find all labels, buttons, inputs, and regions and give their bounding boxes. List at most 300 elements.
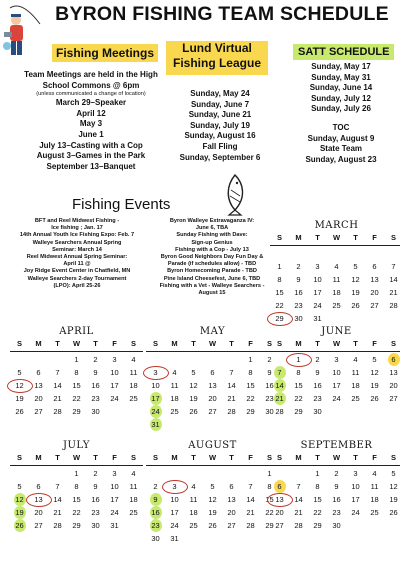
calendar-day: 6 [36,482,41,491]
weekday-header: T [229,339,234,348]
calendar-day: 24 [351,508,360,517]
calendar-day: 7 [270,366,289,379]
calendar-day: 3 [315,262,320,271]
calendar-day: 25 [129,394,138,403]
calendar-week-row [270,247,400,260]
event-line: BFT and Reel Midwest Fishing - [34,218,120,224]
calendar-day: 3 [146,366,165,379]
calendar-day: 23 [332,508,341,517]
calendar-day [222,467,241,480]
weekday-header: W [72,453,81,462]
weekday-header: T [315,233,320,242]
calendar-day: 15 [265,495,274,504]
meetings-line: School Commons @ 6pm [42,80,140,90]
calendar-day: 21 [53,394,62,403]
calendar-day: 28 [53,407,62,416]
calendar-week-row [270,366,400,379]
calendar-day: 14 [294,495,303,504]
calendar-day [146,353,165,366]
calendar-month-title: MAY [199,326,226,337]
calendar-week-row [10,480,143,493]
weekday-header: F [372,453,377,462]
calendar-day [384,405,400,418]
calendar-april [10,326,143,418]
event-line: Byron Homecoming Parade - TBD [167,268,257,275]
weekday-header: F [112,453,117,462]
calendar-day: 16 [91,381,100,390]
calendar-week-row [270,392,400,405]
calendar-day: 15 [313,495,322,504]
weekday-header: F [372,233,377,242]
calendar-day [184,353,203,366]
calendar-march [270,220,400,325]
calendar-day: 15 [246,381,255,390]
calendar-day: 7 [248,482,253,491]
calendar-day: 1 [315,469,320,478]
meetings-line: September 13–Banquet [46,161,136,171]
events-heading: Fishing Events [72,196,171,213]
calendar-day: 18 [189,508,198,517]
calendar-day: 20 [208,394,217,403]
calendar-day: 11 [351,368,360,377]
weekday-header: T [55,339,60,348]
calendar-day: 8 [74,482,79,491]
weekday-header: T [93,453,98,462]
calendar-day: 20 [34,508,43,517]
calendar-day: 24 [110,508,119,517]
calendar-day [365,519,384,532]
calendar-day: 10 [313,275,322,284]
calendar-day [346,405,365,418]
calendar-week-row [270,273,400,286]
calendar-day: 12 [189,381,198,390]
weekday-header: F [372,339,377,348]
calendar-day: 17 [332,381,341,390]
calendar-day [346,519,365,532]
calendar-day: 16 [332,495,341,504]
calendar-day [48,467,67,480]
calendar-day: 26 [189,407,198,416]
toc-heading: TOC [332,122,350,132]
weekday-header: S [390,339,396,348]
calendar-day: 25 [351,394,360,403]
calendar-day: 26 [351,301,360,310]
calendar-day: 20 [370,288,379,297]
lund-date: Fall Fling [202,141,238,151]
calendar-day: 17 [313,288,322,297]
calendar-day [222,532,241,545]
calendar-day: 27 [208,407,217,416]
calendar-day: 13 [370,275,379,284]
event-line: June 6, TBA [195,225,229,232]
calendar-day: 12 [15,495,24,504]
calendar-day: 7 [391,262,396,271]
event-line: Sign-up Genius [191,239,233,246]
lund-date: Sunday, September 6 [179,152,261,162]
weekday-header: W [332,453,341,462]
calendar-day: 11 [129,368,138,377]
calendar-day: 12 [370,368,379,377]
toc-line: Sunday, August 9 [307,133,375,143]
calendar-day: 14 [389,275,398,284]
calendar-day: 28 [294,521,303,530]
weekday-header: T [315,453,320,462]
weekday-header: T [315,339,320,348]
calendar-day: 25 [370,508,379,517]
calendar-week-row [10,379,143,392]
calendar-day: 13 [29,493,48,506]
weekday-header: S [390,453,396,462]
calendar-day [365,405,384,418]
weekday-header-row [270,451,400,464]
weekday-header: M [35,339,42,348]
calendar-day: 17 [351,495,360,504]
weekday-header: S [130,453,136,462]
calendar-week-row [270,493,400,506]
weekday-header: S [276,453,282,462]
weekday-header: M [171,453,178,462]
weekday-header: S [266,453,272,462]
calendar-day [260,532,279,545]
weekday-header: S [152,339,158,348]
events-left-list [6,218,148,290]
calendar-day: 27 [34,521,43,530]
calendar-day: 15 [72,381,81,390]
event-line: Reel Midwest Annual Spring Seminar: [26,254,128,261]
calendar-week-row [146,379,279,392]
calendar-day: 22 [294,394,303,403]
calendar-day: 13 [389,368,398,377]
calendar-day: 22 [246,394,255,403]
calendar-week-row [146,418,279,431]
calendar-divider [270,465,400,466]
calendar-day: 18 [332,288,341,297]
event-line: Byron Good Neighbors Day Fun Day & [160,254,264,261]
calendar-day: 24 [313,301,322,310]
weekday-header: T [353,453,358,462]
meetings-line: June 1 [78,129,104,139]
calendar-day: 26 [208,521,217,530]
calendar-day: 5 [17,482,22,491]
calendar-day: 25 [189,521,198,530]
calendar-day: 2 [267,355,272,364]
calendar-day: 14 [53,495,62,504]
weekday-header: T [191,453,196,462]
calendar-day: 30 [265,407,274,416]
calendar-day: 4 [353,355,358,364]
calendar-day: 2 [93,469,98,478]
calendar-day: 2 [153,482,158,491]
weekday-header-row [146,451,279,464]
meetings-line: Team Meetings are held in the High [24,70,158,79]
weekday-header: T [353,233,358,242]
weekday-header: T [55,453,60,462]
weekday-header: S [16,453,22,462]
event-line: Joy Ridge Event Center in Chatfield, MN [23,268,131,275]
calendar-week-row [270,467,400,480]
calendar-day: 30 [91,407,100,416]
calendar-day: 24 [332,394,341,403]
calendar-day: 29 [294,407,303,416]
weekday-header: M [295,339,302,348]
calendar-day: 31 [110,521,119,530]
calendar-day: 7 [55,482,60,491]
calendar-day: 10 [332,368,341,377]
calendar-month-title: MARCH [314,220,359,231]
calendar-day: 10 [170,495,179,504]
calendar-day: 29 [270,312,289,325]
calendar-day [289,467,308,480]
calendar-day: 30 [313,407,322,416]
event-line: Fishing with a Cop - July 13 [175,246,249,253]
calendar-day: 3 [112,469,117,478]
calendar-day: 26 [389,508,398,517]
calendar-week-row [146,392,279,405]
calendar-day: 28 [246,521,255,530]
weekday-header-row [10,337,143,350]
weekday-header: M [171,339,178,348]
calendar-day: 9 [334,482,339,491]
calendar-day [10,353,29,366]
calendar-week-row [270,299,400,312]
calendar-week-row [270,480,400,493]
calendar-day: 31 [313,314,322,323]
calendar-day [105,405,124,418]
toc-line: Sunday, August 23 [305,154,377,164]
calendar-july [10,440,143,532]
calendar-day: 19 [15,508,24,517]
weekday-header: F [112,339,117,348]
calendar-day: 4 [372,469,377,478]
calendar-day: 1 [289,353,308,366]
calendar-day: 4 [131,469,136,478]
calendar-day: 24 [110,394,119,403]
calendar-week-row [146,353,279,366]
calendar-day: 8 [277,275,282,284]
calendar-day: 10 [351,482,360,491]
calendar-day: 23 [313,394,322,403]
toc-line: State Team [319,144,363,154]
meetings-line: April 12 [76,108,106,118]
event-line: Pine Island Cheesefest, June 6, TBD [163,275,261,282]
lund-list [170,89,270,163]
calendar-day: 28 [389,301,398,310]
calendar-day: 20 [227,508,236,517]
calendar-day [365,312,384,325]
calendar-day: 5 [372,355,377,364]
calendar-day [124,405,143,418]
calendar-day [203,467,222,480]
calendar-day: 4 [172,368,177,377]
weekday-header: M [295,233,302,242]
calendar-day: 13 [208,381,217,390]
calendar-day [184,418,203,431]
calendar-week-row [270,519,400,532]
calendar-day: 29 [265,521,274,530]
calendar-day [260,418,279,431]
calendar-day: 10 [110,482,119,491]
calendar-day [241,418,260,431]
event-line: Fishing with a Vet - Walleye Searchers - [159,282,265,289]
calendar-day: 9 [267,368,272,377]
calendar-day [124,519,143,532]
calendar-day: 3 [165,480,184,493]
calendar-day: 1 [277,262,282,271]
calendar-day: 19 [370,381,379,390]
page-title: BYRON FISHING TEAM SCHEDULE [55,3,389,25]
event-line: Byron Walleye Extravaganza IV: [169,218,255,224]
calendar-day: 2 [334,469,339,478]
calendar-june [270,326,400,418]
calendar-week-row [146,506,279,519]
calendar-day [29,467,48,480]
weekday-header: F [248,339,253,348]
calendar-day: 19 [389,495,398,504]
calendar-day: 31 [170,534,179,543]
calendar-day: 15 [72,495,81,504]
calendar-day [222,418,241,431]
calendar-day: 13 [227,495,236,504]
calendar-day [346,247,365,260]
calendar-day: 23 [91,508,100,517]
calendar-month-title: JUNE [321,326,352,337]
calendar-day: 8 [248,368,253,377]
calendar-day: 29 [72,521,81,530]
satt-date: Sunday, May 31 [311,72,371,82]
calendar-day [270,247,289,260]
calendar-day: 6 [270,480,289,493]
calendar-day [184,467,203,480]
meetings-heading: Fishing Meetings [52,44,158,62]
calendar-divider [270,351,400,352]
calendar-day: 17 [110,495,119,504]
calendar-day: 9 [93,482,98,491]
calendar-day: 11 [129,482,138,491]
calendar-day: 8 [296,368,301,377]
calendar-week-row [10,493,143,506]
meetings-list [8,70,174,172]
calendar-day: 17 [110,381,119,390]
weekday-header: S [130,339,136,348]
calendar-day: 18 [351,381,360,390]
calendar-day: 22 [265,508,274,517]
calendar-month-title: APRIL [59,326,94,337]
calendar-month-title: JULY [62,440,91,451]
calendar-day: 30 [332,521,341,530]
calendar-day: 21 [275,394,284,403]
lund-heading: Lund Virtual Fishing League [166,41,268,75]
calendar-day: 3 [112,355,117,364]
calendar-day: 11 [370,482,379,491]
calendar-day: 25 [170,407,179,416]
calendar-day: 22 [275,301,284,310]
weekday-header: S [390,233,396,242]
calendar-day: 26 [15,521,24,530]
calendar-day [327,405,346,418]
satt-date: Sunday, June 14 [309,83,373,93]
calendar-day: 17 [151,394,160,403]
calendar-day: 6 [372,262,377,271]
calendar-day: 19 [15,394,24,403]
calendar-day [289,247,308,260]
calendar-day: 1 [267,469,272,478]
weekday-header: T [353,339,358,348]
calendar-week-row [146,405,279,418]
calendar-day: 26 [15,407,24,416]
calendar-month-title: SEPTEMBER [300,440,373,451]
weekday-header: S [276,339,282,348]
weekday-header-row [270,231,400,244]
calendar-day [165,353,184,366]
weekday-header: F [248,453,253,462]
calendar-september [270,440,400,532]
calendar-divider [270,245,400,246]
calendar-day: 15 [275,288,284,297]
calendar-day: 7 [55,368,60,377]
calendar-week-row [270,353,400,366]
calendar-week-row [10,467,143,480]
meetings-line: May 3 [79,119,103,129]
satt-date: Sunday, July 12 [311,93,371,103]
calendar-week-row [10,392,143,405]
calendar-week-row [10,506,143,519]
calendar-day [384,247,400,260]
calendar-day: 7 [296,482,301,491]
event-line: Parade (if schedules allow) - TBD [167,261,257,268]
calendar-day: 4 [191,482,196,491]
calendar-day [203,418,222,431]
calendar-day: 7 [229,368,234,377]
calendar-day: 26 [370,394,379,403]
calendar-divider [146,351,279,352]
calendar-day [203,353,222,366]
calendar-day: 1 [248,355,253,364]
calendar-day: 29 [313,521,322,530]
event-line: Seminar: March 14 [52,246,102,253]
satt-date: Sunday, May 17 [311,62,371,71]
calendar-day [222,353,241,366]
calendar-day: 5 [191,368,196,377]
weekday-header: W [72,339,81,348]
event-line: Walleye Searchers Annual Spring [32,239,122,246]
event-line: August 15 [198,290,226,297]
calendar-week-row [10,405,143,418]
calendar-day: 20 [389,381,398,390]
lund-date: Sunday, June 7 [190,99,250,109]
event-line: Ice fishing ; Jan. 17 [51,225,103,232]
calendar-day: 29 [246,407,255,416]
events-right-list [148,218,276,297]
calendar-day [384,312,400,325]
calendar-week-row [10,519,143,532]
calendar-day: 19 [208,508,217,517]
calendar-day: 11 [170,381,179,390]
calendar-week-row [10,353,143,366]
calendar-day [165,418,184,431]
satt-list [288,62,394,165]
calendar-day: 13 [270,493,289,506]
calendar-day: 18 [129,495,138,504]
weekday-header: W [208,339,217,348]
weekday-header: S [16,339,22,348]
calendar-day: 18 [170,394,179,403]
calendar-day: 9 [93,368,98,377]
calendar-week-row [146,519,279,532]
calendar-day: 9 [296,275,301,284]
calendar-day: 13 [34,381,43,390]
calendar-day: 29 [72,407,81,416]
weekday-header: S [276,233,282,242]
